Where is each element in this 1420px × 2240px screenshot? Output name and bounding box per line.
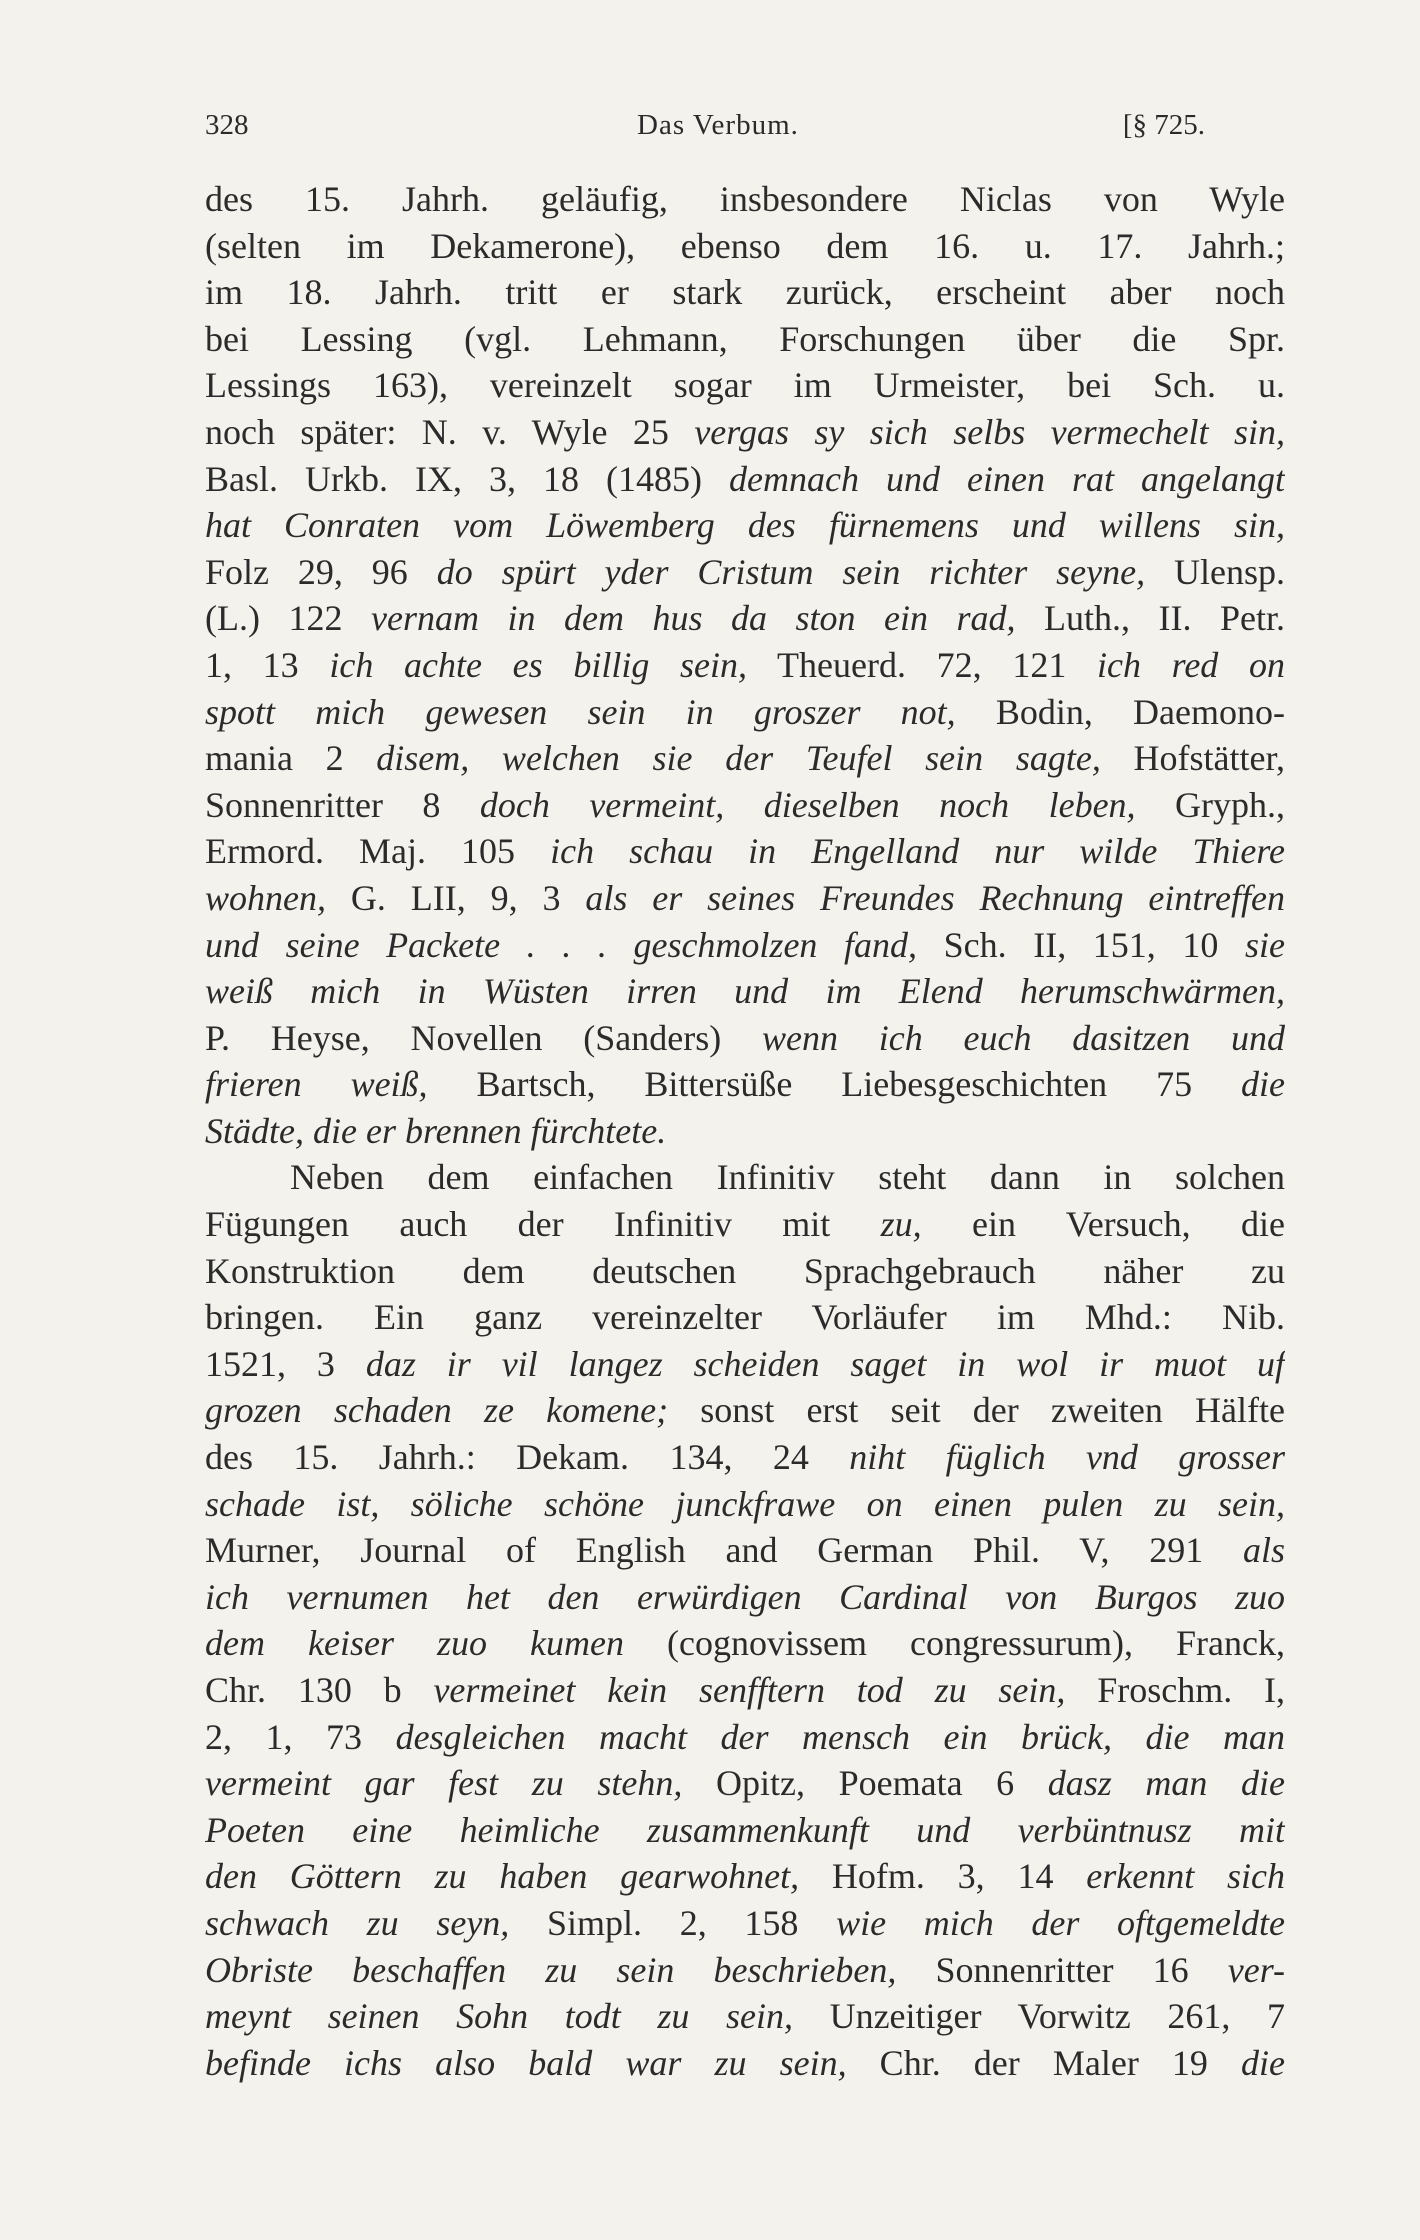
text-line — [205, 1108, 1285, 1155]
roman-text: Gryph., — [1135, 784, 1285, 825]
text-line — [205, 269, 1285, 316]
italic-quote-text: wenn ich euch dasitzen und — [761, 1017, 1285, 1058]
text-line — [205, 1993, 1285, 2040]
text-line — [205, 828, 1285, 875]
text-line — [205, 1667, 1285, 1714]
text-line — [205, 176, 1285, 223]
italic-quote-text: ich achte es billig sein, — [329, 644, 747, 685]
italic-quote-text: schwach zu seyn, — [205, 1902, 510, 1943]
text-line — [205, 1620, 1285, 1667]
italic-quote-text: vernam in dem hus da ston ein rad, — [370, 598, 1016, 639]
italic-quote-text: hat Conraten vom Löwemberg des fürnemens und willens sin, — [205, 505, 1285, 546]
italic-quote-text: als — [1242, 1530, 1285, 1571]
text-line — [205, 642, 1285, 689]
running-title: Das Verbum. — [637, 109, 799, 141]
roman-text: Sch. II, 151, 10 — [917, 924, 1245, 965]
roman-text: P. Heyse, Novellen (Sanders) — [205, 1017, 762, 1058]
text-line — [205, 782, 1285, 829]
italic-quote-text: befinde ichs also bald war zu sein, — [205, 2042, 847, 2083]
italic-quote-text: meynt seinen Sohn todt zu sein, — [205, 1996, 793, 2037]
roman-text: (selten im Dekamerone), ebenso dem 16. u. 17. Jahrh.; — [205, 225, 1285, 266]
roman-text: Bartsch, Bittersüße Liebesgeschichten 75 — [427, 1064, 1242, 1105]
text-line — [205, 1387, 1285, 1434]
roman-text: 1521, 3 — [205, 1343, 366, 1384]
text-line — [205, 456, 1285, 503]
roman-text: (L.) 122 — [205, 598, 371, 639]
text-line — [205, 1434, 1285, 1481]
italic-quote-text: ich vernumen het den erwürdigen Cardinal von Burgos zuo — [205, 1576, 1285, 1617]
italic-quote-text: daz ir vil langez scheiden saget in wol ir muot uf — [365, 1343, 1285, 1384]
italic-quote-text: do spürt yder Cristum sein richter seyne, — [436, 551, 1146, 592]
text-line — [205, 1760, 1285, 1807]
roman-text: Basl. Urkb. IX, 3, 18 (1485) — [205, 458, 730, 499]
page-number: 328 — [205, 109, 249, 141]
text-line — [205, 1900, 1285, 1947]
roman-text: Murner, Journal of English and German Phil. V, 291 — [205, 1530, 1243, 1571]
italic-quote-text: grozen schaden ze komene; — [205, 1390, 669, 1431]
roman-text: Unzeitiger Vorwitz 261, 7 — [792, 1996, 1285, 2037]
roman-text: Chr. der Maler 19 — [846, 2042, 1242, 2083]
italic-quote-text: die — [1241, 1064, 1285, 1105]
text-line — [205, 2040, 1285, 2087]
italic-quote-text: ich schau in Engelland nur wilde Thiere — [550, 831, 1285, 872]
italic-quote-text: vermeint gar fest zu stehn, — [205, 1763, 683, 1804]
italic-quote-text: zu, — [880, 1204, 922, 1245]
italic-quote-text: weiß mich in Wüsten irren und im Elend herumschwärmen, — [205, 971, 1285, 1012]
text-line — [205, 362, 1285, 409]
roman-text: Simpl. 2, 158 — [509, 1902, 837, 1943]
roman-text: Chr. 130 b — [205, 1670, 434, 1710]
italic-quote-text: vermeinet kein senfftern tod zu sein, — [433, 1670, 1066, 1710]
roman-text: 1, 13 — [205, 644, 330, 685]
text-line — [205, 409, 1285, 456]
roman-text: (cognovissem congressurum), Franck, — [624, 1623, 1285, 1664]
italic-quote-text: und seine Packete . . . geschmolzen fand, — [205, 924, 918, 965]
roman-text: Luth., II. Petr. — [1015, 598, 1285, 639]
roman-text: im 18. Jahrh. tritt er stark zurück, erscheint aber noch — [205, 272, 1285, 313]
body-text — [205, 176, 1285, 2086]
italic-quote-text: vergas sy sich selbs vermechelt sin, — [694, 411, 1285, 452]
text-line — [205, 1481, 1285, 1528]
roman-text: Fügungen auch der Infinitiv mit — [205, 1204, 881, 1245]
italic-quote-text: die — [1241, 2042, 1285, 2083]
roman-text: ein Versuch, die — [921, 1204, 1285, 1245]
roman-text: Lessings 163), vereinzelt sogar im Urmeister, bei Sch. u. — [205, 365, 1285, 406]
running-header — [205, 100, 1205, 150]
roman-text: Konstruktion dem deutschen Sprachgebrauch näher zu — [205, 1250, 1285, 1291]
roman-text: Theuerd. 72, 121 — [747, 644, 1097, 685]
roman-text: Sonnenritter 8 — [205, 784, 480, 825]
italic-quote-text: demnach und einen rat angelangt — [729, 458, 1285, 499]
text-line — [205, 689, 1285, 736]
text-line — [205, 1574, 1285, 1621]
italic-quote-text: wie mich der oftgemeldte — [836, 1902, 1285, 1943]
roman-text: Hofm. 3, 14 — [799, 1856, 1087, 1897]
text-line — [205, 1294, 1285, 1341]
italic-quote-text: schade ist, söliche schöne junckfrawe on einen pulen zu sein, — [205, 1483, 1285, 1524]
roman-text: bei Lessing (vgl. Lehmann, Forschungen über die Spr. — [205, 318, 1285, 359]
text-line — [205, 549, 1285, 596]
italic-quote-text: disem, welchen sie der Teufel sein sagte, — [376, 738, 1101, 779]
italic-quote-text: dasz man die — [1047, 1763, 1285, 1804]
text-line — [205, 1201, 1285, 1248]
italic-quote-text: den Göttern zu haben gearwohnet, — [205, 1856, 800, 1897]
italic-quote-text: niht füglich vnd grosser — [849, 1437, 1285, 1478]
text-line — [205, 1015, 1285, 1062]
italic-quote-text: sie — [1244, 924, 1285, 965]
text-line — [205, 1527, 1285, 1574]
roman-text: G. LII, 9, 3 — [326, 877, 586, 918]
roman-text: des 15. Jahrh.: Dekam. 134, 24 — [205, 1437, 850, 1478]
text-line — [205, 1341, 1285, 1388]
roman-text: Neben dem einfachen Infinitiv steht dann in solchen — [290, 1157, 1285, 1198]
text-line — [205, 223, 1285, 270]
roman-text: mania 2 — [205, 738, 377, 779]
roman-text: Hofstätter, — [1100, 738, 1285, 779]
roman-text: des 15. Jahrh. geläufig, insbesondere Niclas von Wyle — [205, 179, 1285, 219]
italic-quote-text: Poeten eine heimliche zusammenkunft und verbüntnusz mit — [205, 1809, 1285, 1850]
text-line — [205, 1807, 1285, 1854]
roman-text: bringen. Ein ganz vereinzelter Vorläufer im Mhd.: Nib. — [205, 1297, 1285, 1338]
italic-quote-text: frieren weiß, — [205, 1064, 428, 1105]
roman-text: Bodin, Daemono- — [955, 691, 1285, 732]
italic-quote-text: dem keiser zuo kumen — [205, 1623, 624, 1664]
roman-text: Froschm. I, — [1065, 1670, 1285, 1710]
text-line — [205, 1947, 1285, 1994]
text-line — [205, 595, 1285, 642]
text-line — [205, 1154, 1285, 1201]
text-line — [205, 1714, 1285, 1761]
text-line — [205, 1853, 1285, 1900]
text-line — [205, 875, 1285, 922]
text-line — [205, 735, 1285, 782]
italic-quote-text: wohnen, — [205, 877, 326, 918]
text-line — [205, 502, 1285, 549]
italic-quote-text: Obriste beschaffen zu sein beschrieben, — [205, 1949, 897, 1990]
text-line — [205, 968, 1285, 1015]
roman-text: Folz 29, 96 — [205, 551, 437, 592]
roman-text: 2, 1, 73 — [205, 1716, 396, 1757]
section-reference: [§ 725. — [1122, 109, 1205, 141]
italic-quote-text: erkennt sich — [1086, 1856, 1285, 1897]
roman-text: noch später: N. v. Wyle 25 — [205, 411, 695, 452]
roman-text: Opitz, Poemata 6 — [682, 1763, 1048, 1804]
roman-text: sonst erst seit der zweiten Hälfte — [668, 1390, 1285, 1431]
italic-quote-text: desgleichen macht der mensch ein brück, die man — [395, 1716, 1285, 1757]
italic-quote-text: ich red on — [1097, 644, 1285, 685]
text-line — [205, 1061, 1285, 1108]
italic-quote-text: spott mich gewesen sein in groszer not, — [205, 691, 956, 732]
italic-quote-text: doch vermeint, dieselben noch leben, — [479, 784, 1136, 825]
italic-quote-text: ver- — [1227, 1949, 1285, 1990]
roman-text: Ulensp. — [1145, 551, 1285, 592]
italic-quote-text: als er seines Freundes Rechnung eintreffen — [585, 877, 1285, 918]
roman-text: Sonnenritter 16 — [896, 1949, 1228, 1990]
text-line — [205, 1248, 1285, 1295]
text-line — [205, 316, 1285, 363]
italic-quote-text: Städte, die er brennen fürchtete. — [205, 1110, 667, 1151]
roman-text: Ermord. Maj. 105 — [205, 831, 551, 872]
text-line — [205, 922, 1285, 969]
